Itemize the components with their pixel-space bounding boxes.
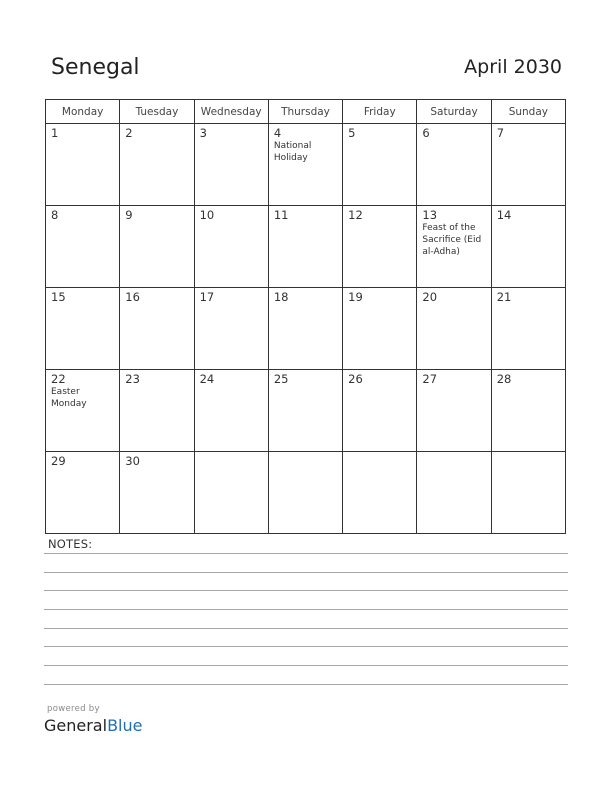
day-number: 24 [199,372,215,386]
day-cell [343,288,417,370]
day-number: 3 [199,126,207,140]
day-cell [120,288,194,370]
day-number: 7 [496,126,505,140]
notes-label: NOTES: [48,537,93,551]
brand-blue: Blue [107,716,143,735]
week-row [46,370,566,452]
powered-by-label: powered by [47,704,100,714]
day-number: 17 [199,290,215,304]
day-cell [417,288,491,370]
weekday-thursday: Thursday [268,100,342,124]
week-row [46,452,566,534]
calendar-grid [45,99,566,534]
week-row [46,124,566,206]
day-cell [343,452,417,534]
weekday-friday: Friday [343,100,417,124]
day-cell [417,370,491,452]
day-number: 19 [348,290,363,304]
month-title: April 2030 [464,56,562,78]
day-number: 16 [125,290,140,304]
day-cell [343,206,417,288]
weekday-sunday: Sunday [491,100,565,124]
day-cell [268,124,342,206]
weekday-tuesday: Tuesday [120,100,194,124]
day-number: 11 [273,208,289,222]
day-number: 15 [51,290,66,304]
day-cell [46,452,120,534]
day-cell [194,206,268,288]
day-number: 23 [125,372,140,386]
note-line [44,590,568,591]
day-cell [268,288,342,370]
holiday-label: Feast of the Sacrifice (Eid al-Adha) [422,223,482,257]
day-cell [268,452,342,534]
day-number: 26 [348,372,363,386]
day-cell [46,288,120,370]
day-cell [120,370,194,452]
day-cell [46,370,120,452]
note-line [44,609,568,610]
day-number: 29 [51,454,66,468]
day-cell [491,288,565,370]
day-cell [343,370,417,452]
day-cell [194,452,268,534]
weekday-monday: Monday [46,100,120,124]
note-line [44,684,568,685]
day-number: 18 [273,290,289,304]
day-number: 20 [422,290,438,304]
day-number: 14 [496,208,512,222]
day-cell [417,452,491,534]
day-number: 12 [348,208,363,222]
day-number: 28 [496,372,512,386]
day-cell [268,370,342,452]
day-cell [343,124,417,206]
note-line [44,646,568,647]
day-cell [194,288,268,370]
day-number: 10 [199,208,215,222]
day-number: 6 [422,126,430,140]
day-cell [491,370,565,452]
day-cell [491,124,565,206]
day-number: 21 [496,290,512,304]
note-line [44,665,568,666]
day-cell [268,206,342,288]
day-cell [120,206,194,288]
day-cell [194,124,268,206]
day-number: 8 [51,208,59,222]
day-cell [491,206,565,288]
day-number: 4 [273,126,282,140]
brand-general: General [44,716,108,735]
day-number: 2 [125,126,133,140]
week-row [46,288,566,370]
weekday-saturday: Saturday [417,100,491,124]
generalblue-logo [44,716,142,735]
week-row [46,206,566,288]
day-cell [194,370,268,452]
day-number: 1 [51,126,59,140]
holiday-label: National Holiday [273,141,312,163]
day-cell [120,452,194,534]
note-line [44,572,568,573]
day-cell [417,124,491,206]
weekday-header-row [46,100,566,124]
day-number: 27 [422,372,438,386]
day-cell [491,452,565,534]
day-number: 13 [422,208,438,222]
day-cell [46,124,120,206]
day-number: 5 [348,126,356,140]
note-line [44,628,568,629]
holiday-label: Easter Monday [51,387,87,409]
day-cell [46,206,120,288]
day-number: 30 [125,454,140,468]
note-line [44,553,568,554]
day-number: 9 [125,208,133,222]
country-title: Senegal [51,55,140,80]
day-cell [417,206,491,288]
day-number: 25 [273,372,289,386]
weekday-wednesday: Wednesday [194,100,268,124]
day-number: 22 [51,372,66,386]
day-cell [120,124,194,206]
